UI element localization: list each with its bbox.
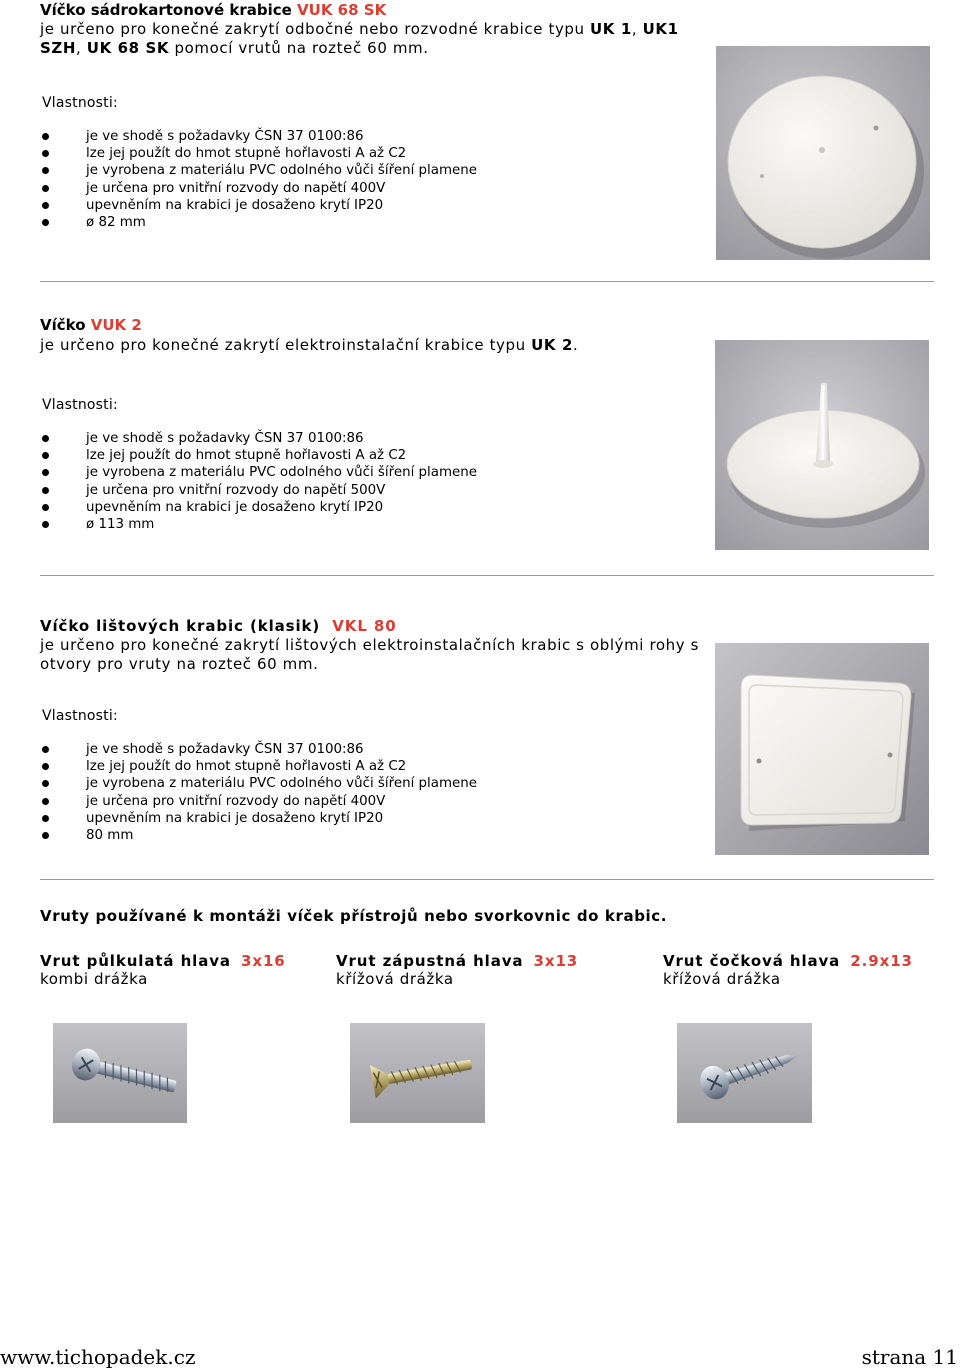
section-3-desc-line-2: otvory pro vruty na rozteč 60 mm. <box>40 655 319 673</box>
desc-text: je určeno pro konečné zakrytí elektroinstalační krabice typu <box>40 336 532 354</box>
desc-bold: UK 2 <box>531 336 573 354</box>
screw-1-title <box>40 952 286 970</box>
list-item: ø 82 mm <box>42 214 477 231</box>
list-item: upevněním na krabici je dosaženo krytí IP20 <box>42 197 477 214</box>
divider <box>40 575 934 576</box>
desc-text: , <box>631 20 643 38</box>
section-1-props-label: Vlastnosti: <box>42 95 118 111</box>
section-2-title-code: VUK 2 <box>90 316 142 334</box>
list-item: je ve shodě s požadavky ČSN 37 0100:86 <box>42 128 477 145</box>
section-3-props-label: Vlastnosti: <box>42 708 118 724</box>
screw-size: 3x16 <box>241 952 286 970</box>
screw-image <box>677 1023 812 1123</box>
screw-name: Vrut půlkulatá hlava <box>40 952 231 970</box>
screw-size: 2.9x13 <box>850 952 913 970</box>
list-item: je vyrobena z materiálu PVC odolného vůči šíření plamene <box>42 464 477 481</box>
desc-bold: UK 1 <box>590 20 632 38</box>
lid-with-pin-image <box>715 340 929 550</box>
list-item: je vyrobena z materiálu PVC odolného vůči šíření plamene <box>42 162 477 179</box>
section-2-props-list <box>42 430 477 533</box>
product-photo-vuk-2 <box>715 340 929 550</box>
desc-bold: SZH <box>40 39 77 57</box>
list-item: je určena pro vnitřní rozvody do napětí 500V <box>42 482 477 499</box>
screw-photo-oval-head <box>677 1023 812 1123</box>
section-2-desc-line-1 <box>40 336 578 354</box>
section-3-title <box>40 617 397 636</box>
section-2-props-label: Vlastnosti: <box>42 397 118 413</box>
section-3-props-list <box>42 741 477 844</box>
square-lid-image <box>715 643 929 855</box>
list-item: 80 mm <box>42 827 477 844</box>
screw-2-label <box>336 952 578 988</box>
screw-image <box>350 1023 485 1123</box>
list-item: je ve shodě s požadavky ČSN 37 0100:86 <box>42 741 477 758</box>
section-1-props-list <box>42 128 477 231</box>
list-item: ø 113 mm <box>42 516 477 533</box>
section-3-title-code: VKL 80 <box>332 617 397 635</box>
product-photo-vuk-68-sk <box>716 46 930 260</box>
list-item: lze jej použít do hmot stupně hořlavosti A až C2 <box>42 447 477 464</box>
round-lid-image <box>716 46 930 260</box>
screw-size: 3x13 <box>533 952 579 970</box>
section-1-title-code: VUK 68 SK <box>297 1 387 19</box>
section-1-desc-line-2 <box>40 39 429 57</box>
screws-heading: Vruty používané k montáži víček přístrojů nebo svorkovnic do krabic. <box>40 907 668 925</box>
desc-text: . <box>573 336 579 354</box>
screw-3-title <box>663 952 913 970</box>
screw-2-slot: křížová drážka <box>336 970 454 988</box>
divider <box>40 879 934 880</box>
footer-page-number: strana 11 <box>861 1345 958 1369</box>
product-photo-vkl-80 <box>715 643 929 855</box>
list-item: je určena pro vnitřní rozvody do napětí 400V <box>42 180 477 197</box>
section-3-title-prefix: Víčko lištových krabic (klasik) <box>40 617 321 635</box>
divider <box>40 281 934 282</box>
screw-1-slot: kombi drážka <box>40 970 148 988</box>
screw-name: Vrut čočková hlava <box>663 952 841 970</box>
screw-photo-countersunk <box>350 1023 485 1123</box>
desc-bold: UK 68 SK <box>86 39 170 57</box>
section-1-desc-line-1 <box>40 20 679 38</box>
list-item: je ve shodě s požadavky ČSN 37 0100:86 <box>42 430 477 447</box>
list-item: lze jej použít do hmot stupně hořlavosti A až C2 <box>42 145 477 162</box>
section-1-title-prefix: Víčko sádrokartonové krabice <box>40 1 292 19</box>
screw-name: Vrut zápustná hlava <box>336 952 524 970</box>
screw-photo-pan-head <box>53 1023 187 1123</box>
list-item: upevněním na krabici je dosaženo krytí IP20 <box>42 499 477 516</box>
screw-3-label <box>663 952 913 988</box>
screw-image <box>53 1023 187 1123</box>
list-item: je vyrobena z materiálu PVC odolného vůči šíření plamene <box>42 775 477 792</box>
desc-text: je určeno pro konečné zakrytí odbočné nebo rozvodné krabice typu <box>40 20 591 38</box>
section-3-desc-line-1: je určeno pro konečné zakrytí lištových elektroinstalačních krabic s oblými rohy s <box>40 636 700 654</box>
screw-1-label <box>40 952 286 988</box>
list-item: lze jej použít do hmot stupně hořlavosti A až C2 <box>42 758 477 775</box>
screw-2-title <box>336 952 578 970</box>
desc-bold: UK1 <box>642 20 679 38</box>
screw-3-slot: křížová drážka <box>663 970 781 988</box>
desc-text: pomocí vrutů na rozteč 60 mm. <box>169 39 429 57</box>
list-item: je určena pro vnitřní rozvody do napětí 400V <box>42 793 477 810</box>
footer-website[interactable]: www.tichopadek.cz <box>0 1345 196 1369</box>
section-2-title <box>40 316 142 335</box>
desc-text: , <box>76 39 87 57</box>
list-item: upevněním na krabici je dosaženo krytí IP20 <box>42 810 477 827</box>
section-2-title-prefix: Víčko <box>40 316 86 334</box>
section-1-title <box>40 1 386 20</box>
